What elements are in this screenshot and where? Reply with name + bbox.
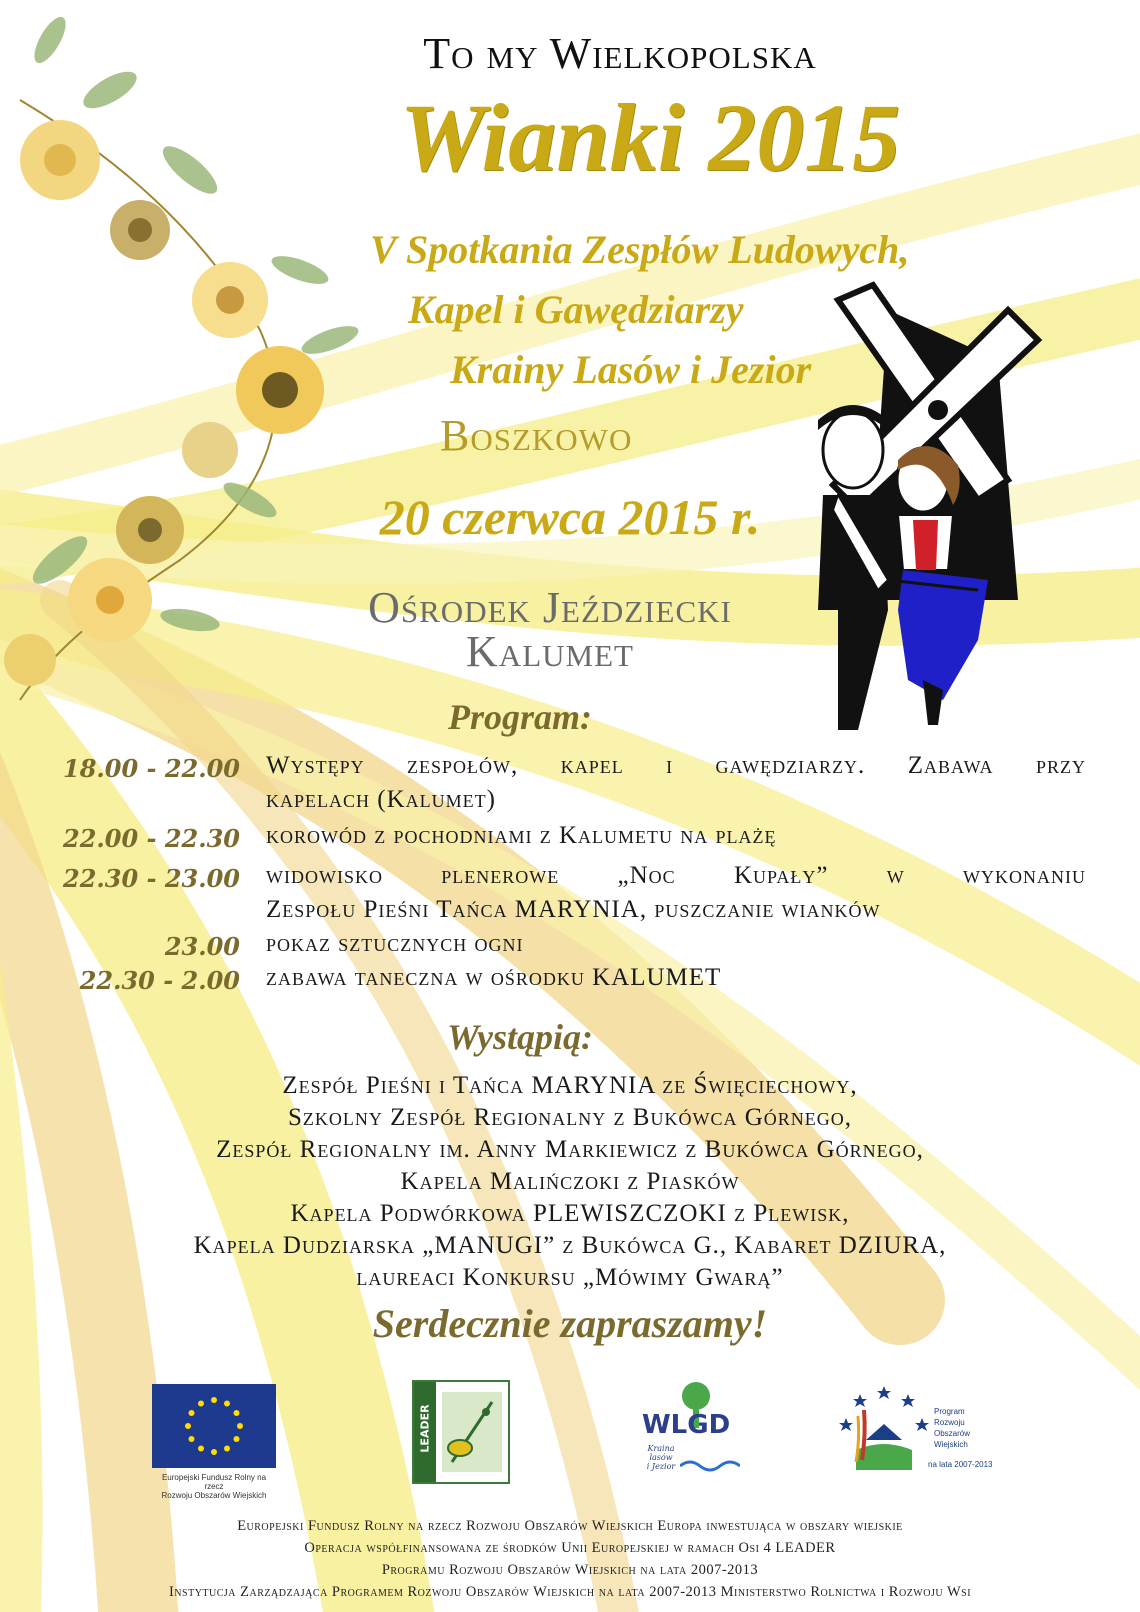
performer-line: Szkolny Zespół Regionalny z Bukówca Górnego,: [287, 1104, 853, 1131]
footer-line: Operacja współfinansowana ze środków Unii Europejskiej w ramach Osi 4 LEADER: [304, 1540, 836, 1556]
main-title: Wianki 2015: [399, 84, 901, 191]
eu-caption-line: Rozwoju Obszarów Wiejskich: [161, 1491, 267, 1500]
program-time: 18.00 - 22.00: [63, 754, 240, 783]
program-desc: zabawa taneczna w ośrodku KALUMET: [266, 964, 722, 991]
performer-line: Kapela Podwórkowa PLEWISZCZOKI z Plewisk,: [290, 1200, 850, 1227]
top-title: To my Wielkopolska: [423, 29, 817, 78]
performer-line: Zespół Pieśni i Tańca MARYNIA ze Święciechowy,: [282, 1072, 858, 1099]
prow-emblem-icon: [836, 1380, 932, 1476]
lgd-caption-line: i Jezior: [646, 1462, 676, 1471]
program-desc: korowód z pochodniami z Kalumetu na plażę: [266, 822, 777, 849]
lgd-caption-line: Kraina: [647, 1444, 675, 1453]
lgd-caption-line: lasów: [649, 1453, 673, 1462]
event-date: 20 czerwca 2015 r.: [379, 489, 761, 545]
program-time: 22.00 - 22.30: [63, 824, 240, 853]
prow-line: Obszarów: [934, 1429, 971, 1438]
program-time: 22.30 - 23.00: [63, 864, 240, 893]
water-wave-icon: [680, 1458, 740, 1474]
subtitle-line-2: Kapel i Gawędziarzy: [408, 287, 744, 332]
leader-logo: [412, 1380, 510, 1484]
place-name: Boszkowo: [440, 411, 633, 460]
footer-line: Programu Rozwoju Obszarów Wiejskich na lata 2007-2013: [381, 1562, 759, 1578]
prow-logo: [836, 1380, 1006, 1490]
program-time: 22.30 - 2.00: [79, 966, 240, 995]
leader-sprout-icon: [442, 1392, 502, 1472]
performer-line: Kapela Malińczoki z Piasków: [400, 1168, 740, 1195]
venue-line-2: Kalumet: [466, 627, 634, 676]
prow-line: Program: [934, 1407, 965, 1416]
subtitle-line-3: Krainy Lasów i Jezior: [450, 347, 812, 392]
footer-line: Europejski Fundusz Rolny na rzecz Rozwoju Obszarów Wiejskich Europa inwestująca w obszary wiejskie: [237, 1518, 903, 1534]
performer-line: Kapela Dudziarska „MANUGI” z Bukówca G., Kabaret DZIURA,: [193, 1232, 947, 1259]
performer-line: laureaci Konkursu „Mówimy Gwarą”: [356, 1264, 784, 1291]
eu-caption-line: Europejski Fundusz Rolny na rzecz: [161, 1473, 267, 1491]
program-desc: Zespołu Pieśni Tańca MARYNIA, puszczanie wianków: [266, 896, 881, 923]
program-desc: Występy zespołów, kapel i gawędziarzy. Zabawa przy: [266, 752, 1086, 779]
program-desc: kapelach (Kalumet): [266, 786, 496, 813]
leader-label: LEADER: [418, 1404, 432, 1453]
performer-line: Zespół Regionalny im. Anny Markiewicz z Bukówca Górnego,: [216, 1136, 924, 1163]
invitation-text: Serdecznie zapraszamy!: [372, 1301, 768, 1346]
prow-line: Wiejskich: [934, 1440, 968, 1449]
program-heading: Program:: [448, 697, 592, 737]
wlgd-logo: [636, 1380, 746, 1480]
program-desc: pokaz sztucznych ogni: [266, 930, 524, 957]
footer-line: Instytucja Zarządzająca Programem Rozwoju Obszarów Wiejskich na lata 2007-2013 Ministerstwo Rolnictwa i Rozwoju Wsi: [168, 1584, 972, 1600]
program-desc: widowisko plenerowe „Noc Kupały” w wykonaniu: [266, 862, 1086, 889]
prow-years: na lata 2007-2013: [928, 1460, 993, 1469]
performers-heading: Wystąpią:: [446, 1017, 593, 1057]
subtitle-line-1: V Spotkania Zespłów Ludowych,: [370, 227, 910, 272]
prow-line: Rozwoju: [934, 1418, 965, 1427]
program-time: 23.00: [164, 932, 240, 961]
venue-line-1: Ośrodek Jeździecki: [368, 583, 732, 632]
eu-flag-icon: [152, 1384, 276, 1468]
wlgd-label: WLGD: [642, 1410, 731, 1440]
eu-logo: [152, 1384, 276, 1500]
